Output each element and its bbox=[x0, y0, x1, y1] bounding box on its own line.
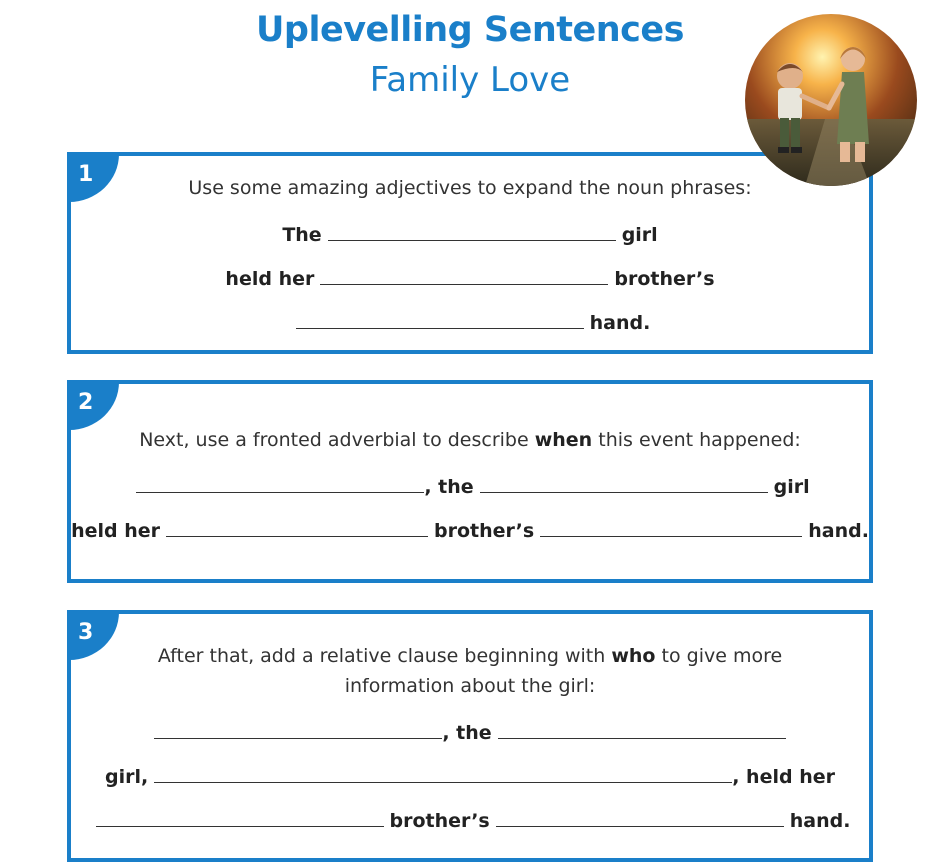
word-comma-held-her: , held her bbox=[732, 766, 835, 788]
word-held-her: held her bbox=[225, 268, 315, 290]
answer-blank[interactable] bbox=[296, 306, 584, 329]
word-girl: girl bbox=[621, 224, 658, 246]
answer-blank[interactable] bbox=[480, 470, 768, 493]
children-photo bbox=[745, 14, 917, 186]
page-subtitle: Family Love bbox=[369, 60, 571, 100]
word-comma-the: , the bbox=[424, 476, 474, 498]
answer-blank[interactable] bbox=[96, 804, 384, 827]
word-brothers: brother’s bbox=[614, 268, 715, 290]
task-number-badge: 3 bbox=[67, 610, 119, 660]
word-held-her: held her bbox=[71, 520, 160, 542]
word-hand: hand. bbox=[789, 810, 851, 832]
instruction-text: After that, add a relative clause beginning with who to give more bbox=[157, 645, 783, 667]
task-number-badge: 2 bbox=[67, 380, 119, 430]
word-brothers: brother’s bbox=[389, 810, 490, 832]
answer-blank[interactable] bbox=[496, 804, 784, 827]
answer-blank[interactable] bbox=[498, 716, 786, 739]
word-hand: hand. bbox=[589, 312, 651, 334]
answer-blank[interactable] bbox=[154, 760, 732, 783]
word-the: The bbox=[282, 224, 322, 246]
task-box-3 bbox=[67, 610, 873, 862]
word-hand: hand. bbox=[808, 520, 869, 542]
answer-blank[interactable] bbox=[320, 262, 608, 285]
answer-blank[interactable] bbox=[154, 716, 442, 739]
word-comma-the: , the bbox=[442, 722, 492, 744]
answer-blank[interactable] bbox=[166, 514, 428, 537]
answer-blank[interactable] bbox=[136, 470, 424, 493]
word-girl: girl bbox=[773, 476, 810, 498]
task-box-1 bbox=[67, 152, 873, 354]
task-box-2 bbox=[67, 380, 873, 583]
instruction-text-line2: information about the girl: bbox=[344, 675, 596, 697]
instruction-text: Next, use a fronted adverbial to describe when this event happened: bbox=[139, 429, 801, 451]
instruction-text: Use some amazing adjectives to expand the noun phrases: bbox=[188, 177, 752, 199]
answer-blank[interactable] bbox=[540, 514, 802, 537]
task-number-badge: 1 bbox=[67, 152, 119, 202]
page-title: Uplevelling Sentences bbox=[256, 10, 684, 50]
word-brothers: brother’s bbox=[434, 520, 535, 542]
answer-blank[interactable] bbox=[328, 218, 616, 241]
word-girl-comma: girl, bbox=[105, 766, 149, 788]
